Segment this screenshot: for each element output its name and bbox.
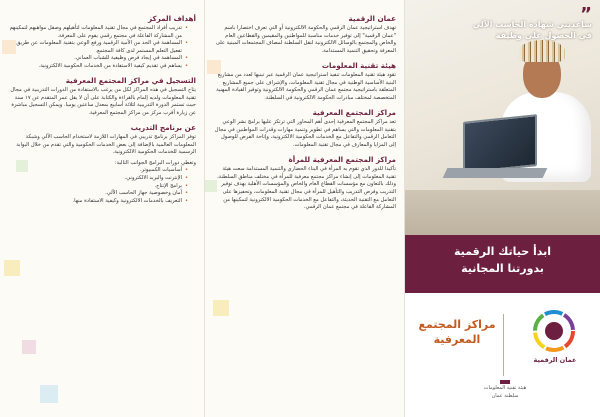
list-item: • برامج الإنتاج. [8, 183, 188, 191]
women-centers-body: تأكيدا للدور الذي تقوم به المرأة في البناء الحضاري والتنمية المستدامة سعت هيئة تقنية المعلومات إلى إنشاء مراكز مجتمع معرفية للمرأة في مختلف مناطق السلطنة، وذلك بالتعاون مع مؤسسات القطاع العام والخاص والمؤسسات الأهلية بهدف توفير التدريب وفرص التدريب والتأهيل للمرأة في مجال تقنية المعلومات، وتحفيزها على التعامل مع التقنية الحديثة، والتفاعل مع الخدمات الحكومية الالكترونية لتمكينها من المشاركة الفاعلة في مجتمع عمان الرقمي. [217, 166, 396, 211]
left-panel [0, 0, 205, 417]
right-panel [405, 0, 600, 417]
promo-banner [405, 235, 600, 293]
section-title-community-centers: مراكز المجتمع المعرفية [312, 108, 396, 118]
authority-line-2: سلطنة عمان [491, 392, 519, 399]
training-program-body: توفر المراكز برنامج تدريبي في المهارات اللازمة لاستخدام الحاسب الآلي وشبكة المعلومات العالمية بالإضافة إلى بعض الخدمات الحكومية والتي تقدم من خلال البوابة الرسمية للخدمات الحكومية الالكترونية. [16, 134, 196, 156]
laptop-screen [463, 114, 537, 174]
list-item: • أساسيات الكمبيوتر. [8, 167, 188, 175]
middle-text-column [213, 8, 396, 212]
community-centers-body: تعد مراكز المجتمع المعرفية إحدى أهم المحاور التي ترتكز عليها برامج نشر الوعي بتقنية المعلومات والتي يساهم في تطوير وتنمية مهارات وقدرات المواطنين في مجال التعامل الرقمي والتفاعل مع الخدمات الحكومية الالكترونية، وإتاحة الفرص للوصول إلى المزايا والمعارف في مجال تقنية المعلومات. [214, 119, 396, 148]
banner-line-2: بدورتنا المجانية [461, 261, 544, 275]
mosaic-square [40, 385, 58, 403]
banner-line-1: ابدأ حياتك الرقمية [453, 245, 552, 258]
ita-body: تقود هيئة تقنية المعلومات تنفيذ استراتيجية عمان الرقمية عبر تبنيها لعدد من مشاريع البنية الأساسية الوطنية في مجال تقنية المعلومات، والإشراف على جميع المشاريع المتعلقة باستراتيجية مجتمع عمان الرقمي والحكومة الالكترونية وتوفير القيادة المهنية المتخصصة لمختلف مبادرات الحكومة الالكترونية في السلطنة. [216, 72, 396, 101]
section-title-women-centers: مراكز المجتمع المعرفية للمرأة [288, 155, 396, 165]
list-item: • أمان وخصوصية جهاز الحاسب الآلي. [8, 190, 188, 198]
section-title-center-goals: أهداف المركز [147, 14, 196, 23]
digital-oman-logo-icon [533, 310, 575, 352]
mosaic-square [4, 260, 20, 276]
list-item: • تدريب أفراد المجتمع في مجال تقنية المعلومات لتأهيلهم وصقل مواهبهم لتمكينهم من المشاركة الفاعلة في مجتمع رقمي يقوم على المعرفة. [8, 25, 188, 40]
list-item: • المساهمة في الحد من الأمية الرقمية ورفع الوعي بتقنية المعلومات عن طريق تفعيل التعلم المستمر لدى كافة المجتمع. [8, 40, 188, 55]
hero-photo [405, 0, 600, 245]
training-topics-list [8, 167, 196, 205]
list-item: • المساهمة في إيجاد فرص وظيفية للشباب العماني. [8, 55, 188, 63]
list-item: • التعريف بالخدمات الالكترونية وكيفية الاستفادة منها. [8, 198, 188, 206]
person-cap [519, 40, 565, 62]
brand-title: مراكز المجتمع المعرفية [418, 318, 496, 346]
mosaic-square [22, 340, 36, 354]
laptop-keyboard [443, 168, 548, 178]
middle-panel [205, 0, 405, 417]
testimonial-quote [462, 4, 592, 42]
section-title-registration: التسجيل في مراكز المجتمع المعرفية [65, 76, 196, 86]
logo-core [545, 322, 563, 340]
list-item: • يساهم في تقديم كيفية الاستفادة من الخدمات الحكومية الالكترونية. [8, 63, 188, 71]
mosaic-square [213, 300, 229, 316]
authority-emblem-icon [500, 380, 510, 384]
logo-divider [503, 314, 504, 376]
section-title-ita: هيئة تقنية المعلومات [321, 61, 396, 71]
quote-text: ساعدتني شهادة الحاسب الآلي في الحصول على وظيفة [472, 20, 592, 40]
list-item: • الإنترنت والبريد الالكتروني. [8, 175, 188, 183]
section-title-digital-oman: عمان الرقمية [348, 14, 396, 23]
quote-mark-icon: ” [580, 4, 592, 25]
authority-line-1: هيئة تقنية المعلومات [483, 385, 527, 391]
registration-body: يتاح التسجيل في هذه المراكز لكل من يرغب بالاستفادة من الدورات التدريبية في مجال تقنية المعلومات ولديه إلمام بالقراءة والكتابة على أن لا يقل عمر المتقدم عن ١٧ سنة حيث تستمر الدورة التدريبية لثلاثة أسابيع بمعدل ساعتين يوميا. ويمكن التسجيل مباشرة عن زيارة أقرب مركز من مراكز المجتمع المعرفية. [10, 87, 196, 116]
logo-block [405, 300, 600, 417]
section-title-training-program: عن برنامج التدريب [130, 123, 196, 133]
left-text-column [8, 8, 196, 205]
digital-oman-body: تهدف استراتيجية عمان الرقمي والحكومة الالكترونية أو التي تعرف اختصارا باسم "عمان الرقمية" إلى توفير خدمات مناسبة للمواطنين والمقيمين والقطاعين العام والخاص والمجتمع بالوسائل الالكترونية لنقل السلطنة لمصاف المجتمعات المبنية على المعرفة وتحقيق التنمية المستدامة. [215, 25, 396, 54]
authority-name [460, 385, 550, 400]
goals-list [8, 25, 196, 70]
training-program-intro: وتغطي دورات البرامج الجوانب التالية: [114, 159, 196, 166]
logo-caption: عمان الرقمية [533, 356, 577, 364]
